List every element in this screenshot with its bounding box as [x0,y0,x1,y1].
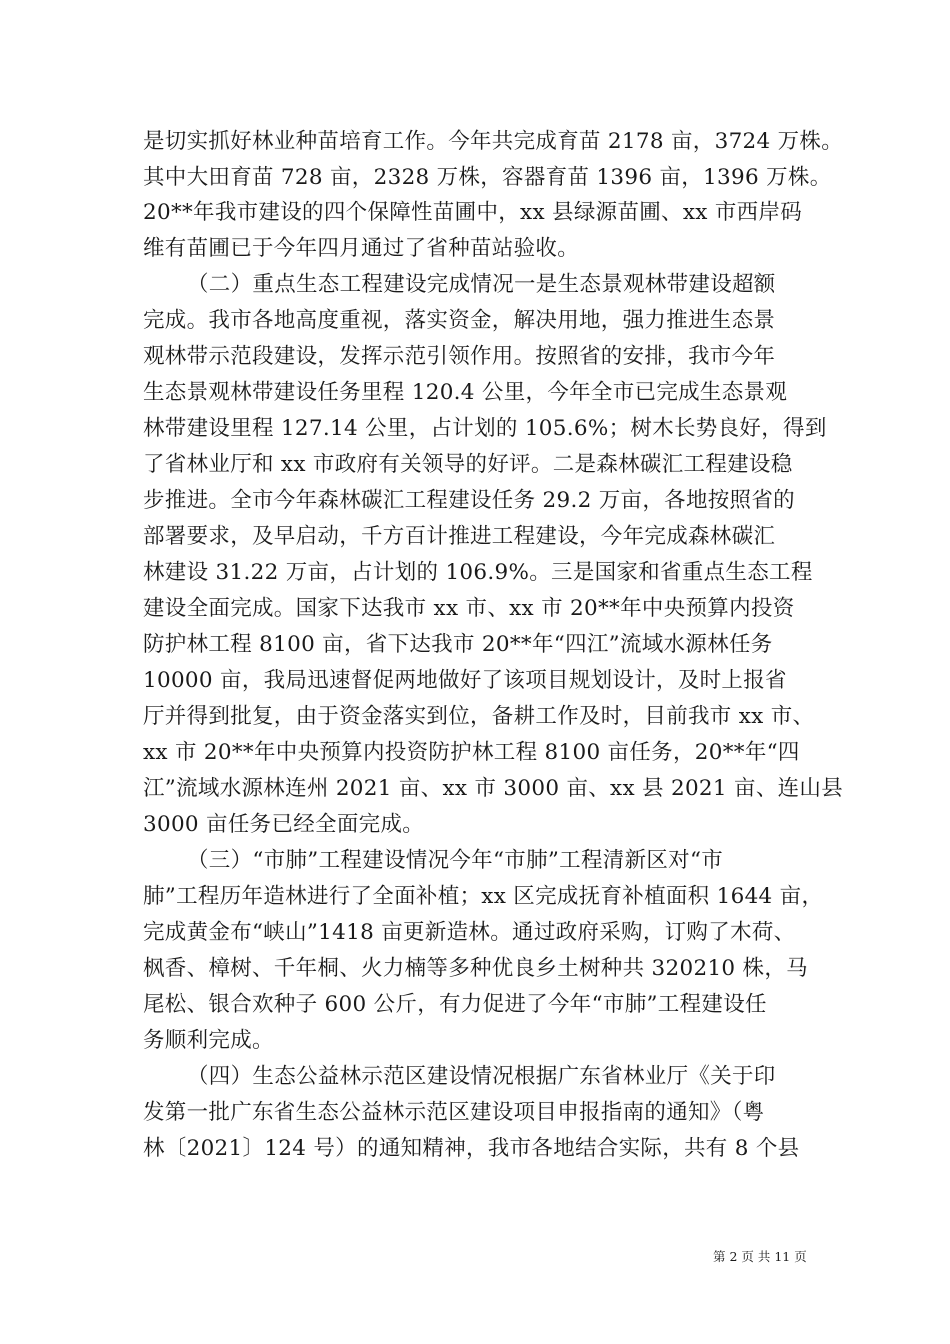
text-line: 完成黄金布“峡山”1418 亩更新造林。通过政府采购，订购了木荷、 [143,920,796,945]
text-line: 防护林工程 8100 亩，省下达我市 20**年“四江”流域水源林任务 [143,632,773,657]
page-number: 第 2 页 共 11 页 [713,1249,807,1264]
text-line: 生态景观林带建设任务里程 120.4 公里，今年全市已完成生态景观 [143,380,788,405]
text-line: 林建设 31.22 万亩，占计划的 106.9%。三是国家和省重点生态工程 [143,560,813,585]
text-line: 是切实抓好林业种苗培育工作。今年共完成育苗 2178 亩，3724 万株。 [143,129,844,154]
text-line: 建设全面完成。国家下达我市 xx 市、xx 市 20**年中央预算内投资 [143,596,795,621]
text-line: 观林带示范段建设，发挥示范引领作用。按照省的安排，我市今年 [143,344,776,369]
text-line: 肺”工程历年造林进行了全面补植；xx 区完成抚育补植面积 1644 亩， [143,884,824,909]
text-line: 步推进。全市今年森林碳汇工程建设任务 29.2 万亩，各地按照省的 [143,488,795,513]
text-line: 3000 亩任务已经全面完成。 [143,812,425,837]
text-line: 尾松、银合欢种子 600 公斤，有力促进了今年“市肺”工程建设任 [143,992,767,1017]
text-line: 发第一批广东省生态公益林示范区建设项目申报指南的通知》（粤 [143,1100,765,1125]
text-line: 了省林业厅和 xx 市政府有关领导的好评。二是森林碳汇工程建设稳 [143,452,793,477]
text-line: 维有苗圃已于今年四月通过了省种苗站验收。 [143,236,580,261]
text-line: 部署要求，及早启动，千方百计推进工程建设，今年完成森林碳汇 [143,524,776,549]
text-line: xx 市 20**年中央预算内投资防护林工程 8100 亩任务，20**年“四 [143,740,800,765]
text-line: 务顺利完成。 [143,1028,274,1053]
text-line: 其中大田育苗 728 亩，2328 万株，容器育苗 1396 亩，1396 万株。 [143,165,832,190]
paragraph-heading-line: （四）生态公益林示范区建设情况根据广东省林业厅《关于印 [187,1064,776,1089]
text-line: 林带建设里程 127.14 公里，占计划的 105.6%；树木长势良好，得到 [143,416,827,441]
paragraph-heading-line: （三）“市肺”工程建设情况今年“市肺”工程清新区对“市 [187,848,724,873]
text-line: 完成。我市各地高度重视，落实资金，解决用地，强力推进生态景 [143,308,776,333]
text-line: 20**年我市建设的四个保障性苗圃中，xx 县绿源苗圃、xx 市西岸码 [143,200,803,225]
text-line: 枫香、樟树、千年桐、火力楠等多种优良乡土树种共 320210 株，马 [143,956,808,981]
text-line: 江”流域水源林连州 2021 亩、xx 市 3000 亩、xx 县 2021 亩、连山县 [143,776,844,801]
text-line: 10000 亩，我局迅速督促两地做好了该项目规划设计，及时上报省 [143,668,787,693]
paragraph-heading-line: （二）重点生态工程建设完成情况一是生态景观林带建设超额 [187,272,776,297]
text-line: 林〔2021〕124 号）的通知精神，我市各地结合实际，共有 8 个县 [143,1136,800,1161]
text-line: 厅并得到批复，由于资金落实到位，备耕工作及时，目前我市 xx 市、 [143,704,815,729]
